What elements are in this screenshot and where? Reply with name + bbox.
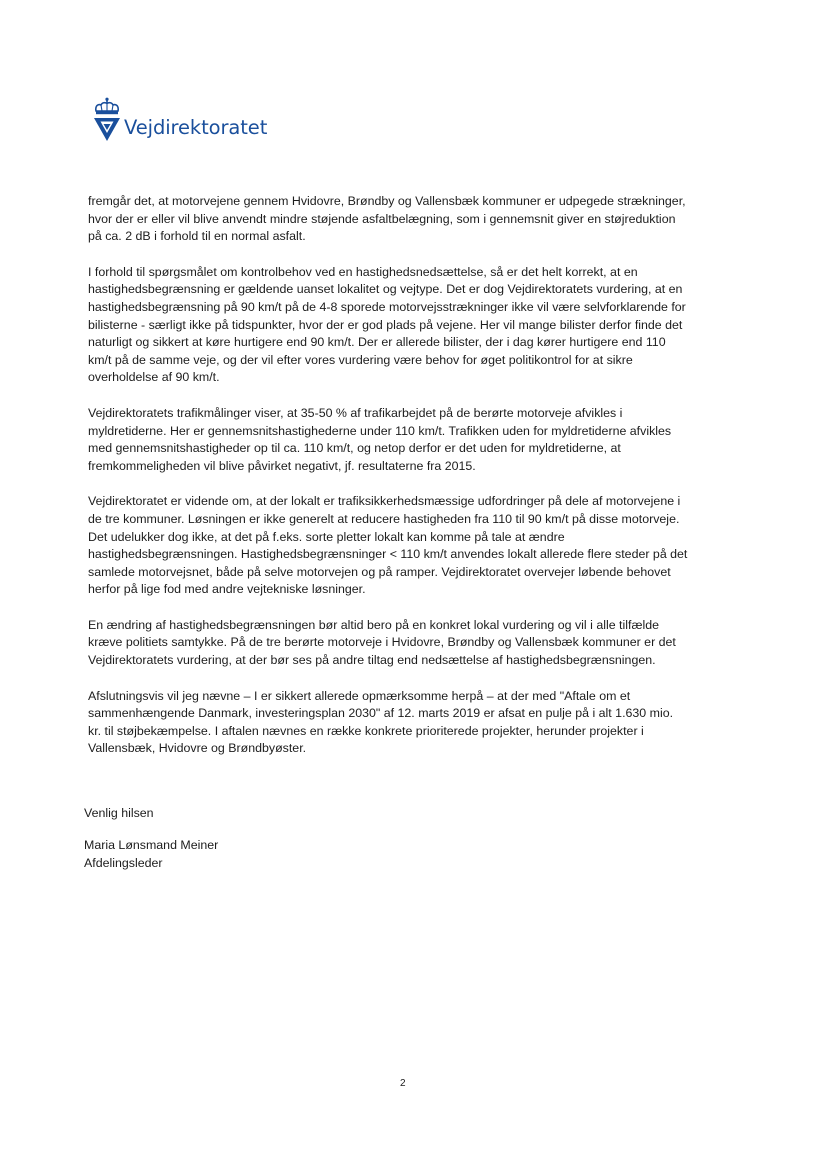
- paragraph: Vejdirektoratets trafikmålinger viser, at 35-50 % af trafikarbejdet på de berørte motorveje afvikles i myldretiderne. Her er gennemsnitshastighederne under 110 km/t. Trafikken uden for myldretiderne afvikles med gennemsnitshastigheder op til ca. 110 km/t, og netop derfor er det uden for myldretiderne, at fremkommeligheden vil blive påvirket negativt, jf. resultaterne fra 2015.: [88, 405, 672, 473]
- logo: [92, 97, 267, 143]
- paragraph: En ændring af hastighedsbegrænsningen bør altid bero på en konkret lokal vurdering og vil i alle tilfælde kræve politiets samtykke. På de tre berørte motorveje i Hvidovre, Brøndby og Vallensbæk kommuner er det Vejdirektoratets vurdering, at der bør ses på andre tiltag end nedsættelse af hastighedsbegrænsningen.: [88, 617, 676, 668]
- letter-body: [88, 193, 688, 776]
- greeting: Venlig hilsen: [84, 806, 154, 820]
- signer-title: Afdelingsleder: [84, 856, 163, 870]
- signature-block: [84, 804, 218, 872]
- signer-name: Maria Lønsmand Meiner: [84, 838, 219, 852]
- crown-shield-icon: [92, 97, 122, 143]
- paragraph: I forhold til spørgsmålet om kontrolbehov ved en hastighedsnedsættelse, så er det helt korrekt, at en hastighedsbegrænsning er gældende uanset lokalitet og vejtype. Det er dog Vejdirektoratets vurdering, at en hastighedsbegrænsning på 90 km/t på de 4-8 sporede motorvejsstrækninger ikke vil være selvforklarende for bilisterne - særligt ikke på tidspunkter, hvor der er god plads på vejene. Her vil mange bilister derfor finde det naturligt og sikkert at køre hurtigere end 90 km/t. Der er allerede bilister, der i dag kører hurtigere end 110 km/t på de samme veje, og der vil efter vores vurdering være behov for øget politikontrol for at sikre overholdelse af 90 km/t.: [88, 264, 686, 385]
- page-number: 2: [400, 1078, 406, 1089]
- paragraph: Afslutningsvis vil jeg nævne – I er sikkert allerede opmærksomme herpå – at der med "Aftale om et sammenhængende Danmark, investeringsplan 2030" af 12. marts 2019 er afsat en pulje på i alt 1.630 mio. kr. til støjbekæmpelse. I aftalen nævnes en række konkrete prioriterede projekter, herunder projekter i Vallensbæk, Hvidovre og Brøndbyøster.: [88, 688, 674, 756]
- logo-text: Vejdirektoratet: [124, 116, 268, 139]
- paragraph: fremgår det, at motorvejene gennem Hvidovre, Brøndby og Vallensbæk kommuner er udpegede strækninger, hvor der er eller vil blive anvendt mindre støjende asfaltbelægning, som i gennemsnit giver en støjreduktion på ca. 2 dB i forhold til en normal asfalt.: [88, 194, 686, 244]
- paragraph: Vejdirektoratet er vidende om, at der lokalt er trafiksikkerhedsmæssige udfordringer på dele af motorvejene i de tre kommuner. Løsningen er ikke generelt at reducere hastigheden fra 110 til 90 km/t på disse motorveje. Det udelukker dog ikke, at det på f.eks. sorte pletter lokalt kan komme på tale at ændre hastighedsbegrænsningen. Hastighedsbegrænsninger < 110 km/t anvendes lokalt allerede flere steder på det samlede motorvejsnet, både på selve motorvejen og på ramper. Vejdirektoratet overvejer løbende behovet herfor på lige fod med andre vejtekniske løsninger.: [88, 494, 688, 597]
